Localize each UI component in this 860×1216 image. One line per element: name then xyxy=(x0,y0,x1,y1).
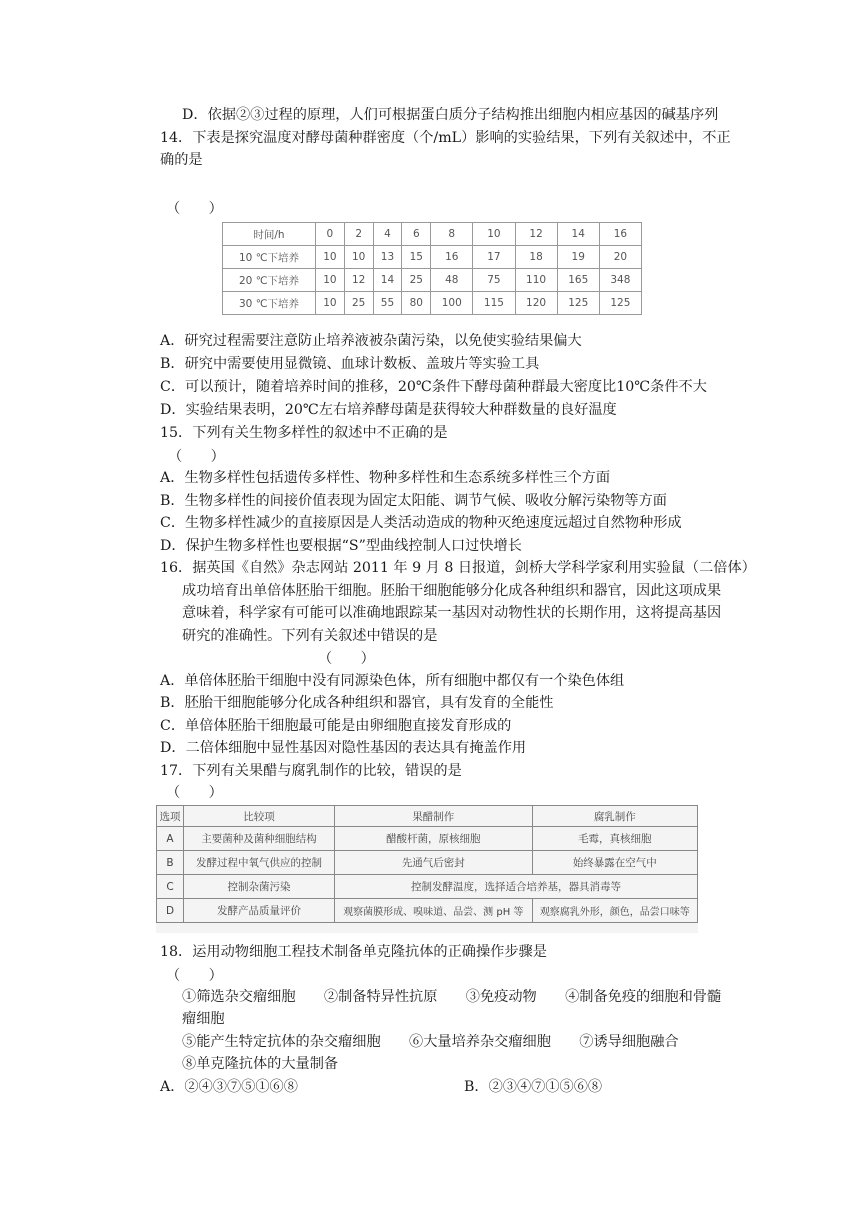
table-row: 20 ℃下培养 10 12 14 25 48 75 110 165 348 xyxy=(223,269,642,292)
q17-stem: 17．下列有关果醋与腐乳制作的比较，错误的是 xyxy=(160,763,462,779)
q17-comparison-table-wrap xyxy=(156,805,698,933)
q16-option-b: B．胚胎干细胞能够分化成各种组织和器官，具有发育的全能性 xyxy=(160,695,554,711)
q15-answer-paren: （ ） xyxy=(168,449,225,465)
q17-comparison-table xyxy=(156,805,698,923)
q13-option-d: D．依据②③过程的原理，人们可根据蛋白质分子结构推出细胞内相应基因的碱基序列 xyxy=(182,107,719,123)
q15-option-b: B．生物多样性的间接价值表现为固定太阳能、调节气候、吸收分解污染物等方面 xyxy=(160,493,667,509)
q18-steps-line4: ⑧单克隆抗体的大量制备 xyxy=(182,1056,339,1072)
q18-option-b: B．②③④⑦①⑤⑥⑧ xyxy=(464,1079,603,1095)
q15-option-d: D．保护生物多样性也要根据“S”型曲线控制人口过快增长 xyxy=(160,538,522,554)
table-row: D 发酵产品质量评价 观察菌膜形成、嗅味道、品尝、测 pH 等 观察腐乳外形，颜色，品尝口味等 xyxy=(157,899,698,923)
table-row: 30 ℃下培养 10 25 55 80 100 115 120 125 125 xyxy=(223,292,642,315)
q15-option-a: A．生物多样性包括遗传多样性、物种多样性和生态系统多样性三个方面 xyxy=(160,470,611,486)
q18-answer-paren: （ ） xyxy=(166,968,223,984)
q15-option-c: C．生物多样性减少的直接原因是人类活动造成的物种灭绝速度远超过自然物种形成 xyxy=(160,515,682,531)
q16-stem-line3: 意味着，科学家有可能可以准确地跟踪某一基因对动物性状的长期作用，这将提高基因 xyxy=(182,605,722,621)
table-row: C 控制杂菌污染 控制发酵温度，选择适合培养基，器具消毒等 xyxy=(157,875,698,899)
q14-option-d: D．实验结果表明，20℃左右培养酵母菌是获得较大种群数量的良好温度 xyxy=(160,402,617,418)
q18-steps-line3: ⑤能产生特定抗体的杂交瘤细胞 ⑥大量培养杂交瘤细胞 ⑦诱导细胞融合 xyxy=(182,1034,679,1050)
q16-option-d: D．二倍体细胞中显性基因对隐性基因的表达具有掩盖作用 xyxy=(160,740,527,756)
q18-steps-line2: 瘤细胞 xyxy=(182,1011,225,1027)
table-row: 时间/h 0 2 4 6 8 10 12 14 16 xyxy=(223,223,642,246)
q18-steps-line1: ①筛选杂交瘤细胞 ②制备特异性抗原 ③免疫动物 ④制备免疫的细胞和骨髓 xyxy=(182,989,722,1005)
q14-option-a: A．研究过程需要注意防止培养液被杂菌污染，以免使实验结果偏大 xyxy=(160,333,582,349)
q14-answer-paren: （ ） xyxy=(166,201,223,217)
q16-stem-line2: 成功培育出单倍体胚胎干细胞。胚胎干细胞能够分化成各种组织和器官，因此这项成果 xyxy=(182,583,722,599)
q16-option-a: A．单倍体胚胎干细胞中没有同源染色体，所有细胞中都仅有一个染色体组 xyxy=(160,673,625,689)
table-row: 选项 比较项 果醋制作 腐乳制作 xyxy=(157,806,698,827)
q16-option-c: C．单倍体胚胎干细胞最可能是由卵细胞直接发育形成的 xyxy=(160,718,512,734)
q16-stem-line4: 研究的准确性。下列有关叙述中错误的是 xyxy=(182,628,438,644)
q18-stem: 18．运用动物细胞工程技术制备单克隆抗体的正确操作步骤是 xyxy=(160,944,547,960)
q18-option-a: A．②④③⑦⑤①⑥⑧ xyxy=(160,1079,298,1095)
q14-stem-line2: 确的是 xyxy=(160,152,203,168)
q14-option-c: C．可以预计，随着培养时间的推移，20℃条件下酵母菌种群最大密度比10℃条件不大 xyxy=(160,379,707,395)
q14-option-b: B．研究中需要使用显微镜、血球计数板、盖玻片等实验工具 xyxy=(160,356,540,372)
q17-answer-paren: （ ） xyxy=(166,785,223,801)
q15-stem: 15．下列有关生物多样性的叙述中不正确的是 xyxy=(160,425,448,441)
table-row: B 发酵过程中氧气供应的控制 先通气后密封 始终暴露在空气中 xyxy=(157,851,698,875)
table-row: 10 ℃下培养 10 10 13 15 16 17 18 19 20 xyxy=(223,246,642,269)
q16-answer-paren: （ ） xyxy=(318,651,375,667)
q14-stem-line1: 14．下表是探究温度对酵母菌种群密度（个/mL）影响的实验结果，下列有关叙述中，不正 xyxy=(160,130,731,146)
q14-data-table xyxy=(222,222,642,315)
table-row: A 主要菌种及菌种细胞结构 醋酸杆菌，原核细胞 毛霉，真核细胞 xyxy=(157,827,698,851)
q16-stem-line1: 16．据英国《自然》杂志网站 2011 年 9 月 8 日报道，剑桥大学科学家利用实验鼠（二倍体） xyxy=(160,560,756,576)
